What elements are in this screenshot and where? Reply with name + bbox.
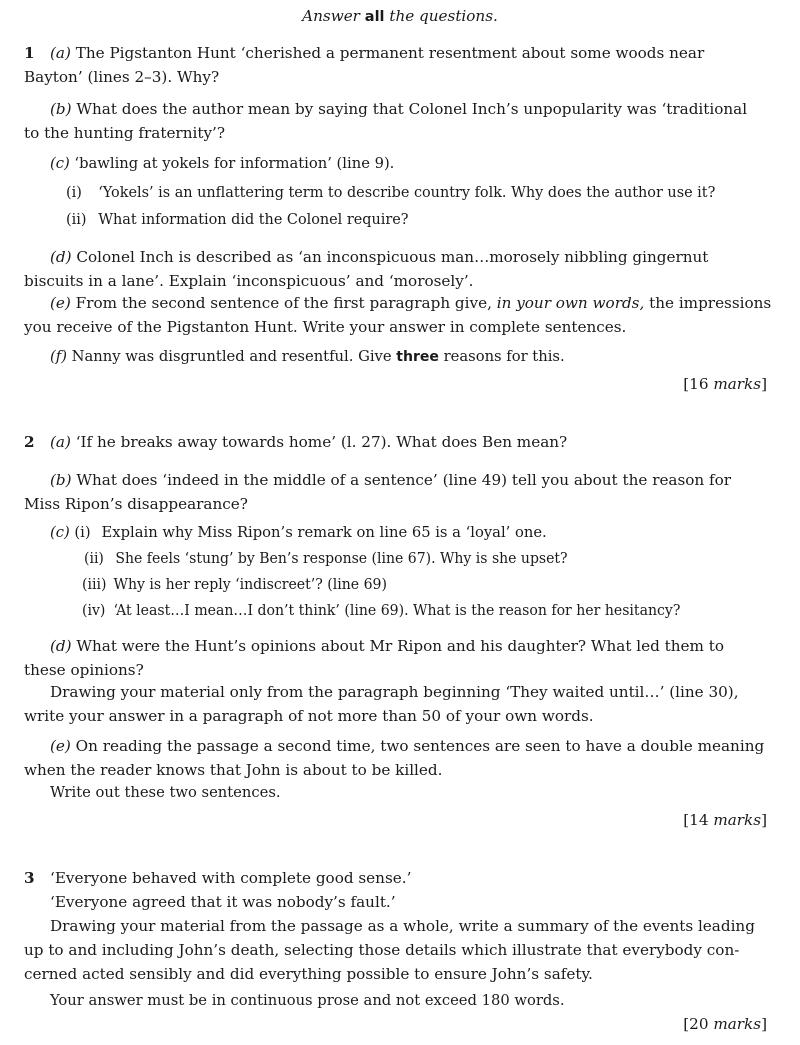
text: Bayton’ (lines 2–3). Why? <box>24 68 220 86</box>
text: Your answer must be in continuous prose and not exceed 180 words. <box>50 991 565 1009</box>
text: reasons for this. <box>443 347 565 365</box>
text: the impressions <box>649 294 772 312</box>
q2-part-e-instructions <box>50 780 770 804</box>
q1-part-f <box>50 344 770 369</box>
text: cerned acted sensibly and did everything possible to ensure John’s safety. <box>24 965 593 983</box>
q2-part-a <box>24 430 767 454</box>
text: Drawing your material from the passage as a whole, write a summary of the events leading <box>50 917 755 935</box>
q2-part-d-instructions <box>24 680 767 728</box>
subpart-label: (ii) <box>66 210 87 228</box>
q1-part-a <box>24 41 767 89</box>
question-number: 3 <box>24 869 35 887</box>
marks-number: [20 <box>683 1015 709 1033</box>
q1-part-b <box>24 97 767 145</box>
q1-part-c-i <box>66 180 770 204</box>
q2-part-d <box>24 634 767 682</box>
text: What does ‘indeed in the middle of a sentence’ (line 49) tell you about the reason for <box>76 471 732 489</box>
part-label: (e) <box>50 294 71 312</box>
q3-word-limit <box>50 988 770 1012</box>
part-label: (a) <box>50 44 71 62</box>
text: What information did the Colonel require? <box>98 210 409 228</box>
text: when the reader knows that John is about to be killed. <box>24 761 443 779</box>
text: ‘At least…I mean…I don’t think’ (line 69). What is the reason for her hesitancy? <box>113 601 681 619</box>
text: these opinions? <box>24 661 144 679</box>
q2-part-c-ii <box>84 546 770 570</box>
subpart-label: (iv) <box>82 601 106 619</box>
part-label: (d) <box>50 248 72 266</box>
text: Why is her reply ‘indiscreet’? (line 69) <box>113 575 387 593</box>
text: to the hunting fraternity’? <box>24 124 225 142</box>
marks-close: ] <box>761 375 767 393</box>
text: Miss Ripon’s disappearance? <box>24 495 248 513</box>
header-bold: all <box>364 9 385 25</box>
q1-marks <box>24 372 767 396</box>
part-label: (b) <box>50 471 72 489</box>
header-post: the questions. <box>389 7 498 25</box>
emphasis-text: in your own words, <box>496 294 645 312</box>
text: ‘bawling at yokels for information’ (line 9). <box>74 154 395 172</box>
q2-part-c-iv <box>82 598 770 622</box>
bold-text: three <box>396 349 439 365</box>
q1-part-d <box>24 245 767 293</box>
text: Drawing your material only from the paragraph beginning ‘They waited until…’ (line 30), <box>50 683 739 701</box>
part-label: (a) <box>50 433 71 451</box>
question-number: 1 <box>24 44 35 62</box>
marks-word: marks <box>713 1015 762 1033</box>
text: On reading the passage a second time, two sentences are seen to have a double meaning <box>75 737 765 755</box>
q3-instructions <box>24 914 767 986</box>
part-label: (b) <box>50 100 72 118</box>
text: From the second sentence of the first paragraph give, <box>75 294 492 312</box>
text: Explain why Miss Ripon’s remark on line 65 is a ‘loyal’ one. <box>101 523 547 541</box>
part-label: (e) <box>50 737 71 755</box>
text: The Pigstanton Hunt ‘cherished a permanent resentment about some woods near <box>75 44 705 62</box>
text: Nanny was disgruntled and resentful. Give <box>71 347 392 365</box>
q2-part-b <box>24 468 767 516</box>
quote: ‘Everyone behaved with complete good sense.’ <box>50 869 412 887</box>
subpart-label: (ii) <box>84 549 104 567</box>
q3-marks <box>24 1012 767 1036</box>
text: write your answer in a paragraph of not more than 50 of your own words. <box>24 707 594 725</box>
question-number: 2 <box>24 433 35 451</box>
marks-word: marks <box>713 375 762 393</box>
part-label: (c) <box>50 154 70 172</box>
marks-number: [14 <box>683 811 709 829</box>
subpart-label: (iii) <box>82 575 107 593</box>
text: Write out these two sentences. <box>50 783 281 801</box>
subpart-label: (i) <box>66 183 82 201</box>
marks-close: ] <box>761 811 767 829</box>
quote: ‘Everyone agreed that it was nobody’s fault.’ <box>50 893 396 911</box>
q2-marks <box>24 808 767 832</box>
text: up to and including John’s death, selecting those details which illustrate that everybody con- <box>24 941 740 959</box>
text: you receive of the Pigstanton Hunt. Write your answer in complete sentences. <box>24 318 627 336</box>
part-label: (d) <box>50 637 72 655</box>
subpart-label: (i) <box>74 523 91 541</box>
text: What does the author mean by saying that Colonel Inch’s unpopularity was ‘traditional <box>76 100 748 118</box>
q2-part-e <box>24 734 767 782</box>
q2-part-c-iii <box>82 572 770 596</box>
q1-part-c <box>50 151 770 175</box>
text: Colonel Inch is described as ‘an inconspicuous man…morosely nibbling gingernut <box>76 248 709 266</box>
q1-part-c-ii <box>66 207 770 231</box>
q1-part-e <box>24 291 772 339</box>
instructions-header <box>0 4 800 29</box>
header-pre: Answer <box>302 7 360 25</box>
text: What were the Hunt’s opinions about Mr Ripon and his daughter? What led them to <box>76 637 725 655</box>
q2-part-c-i <box>50 520 770 544</box>
marks-number: [16 <box>683 375 709 393</box>
marks-close: ] <box>761 1015 767 1033</box>
text: She feels ‘stung’ by Ben’s response (line 67). Why is she upset? <box>115 549 568 567</box>
part-label: (c) <box>50 523 70 541</box>
text: ‘If he breaks away towards home’ (l. 27). What does Ben mean? <box>75 433 568 451</box>
marks-word: marks <box>713 811 762 829</box>
q3-quotes <box>24 866 767 914</box>
text: ‘Yokels’ is an unflattering term to describe country folk. Why does the author use it? <box>98 183 716 201</box>
part-label: (f) <box>50 347 67 365</box>
text: biscuits in a lane’. Explain ‘inconspicuous’ and ‘morosely’. <box>24 272 474 290</box>
